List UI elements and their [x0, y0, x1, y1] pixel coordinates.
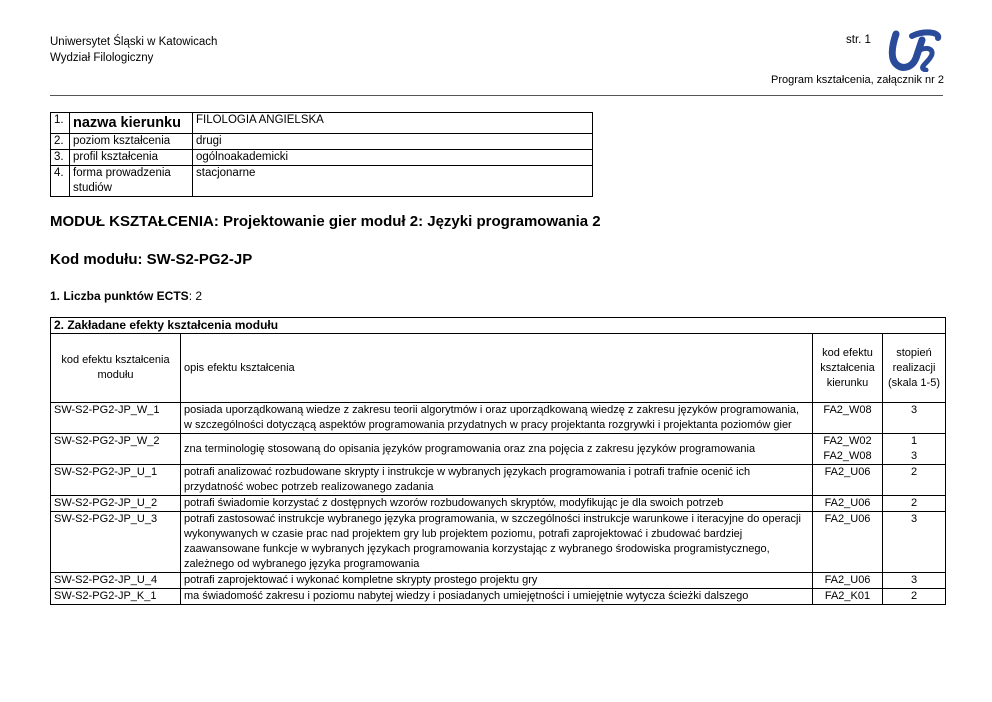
table-row — [51, 496, 946, 512]
table-row — [51, 465, 946, 496]
effect-desc: posiada uporządkowaną wiedze z zakresu teorii algorytmów i oraz uporządkowaną wiedzę z zakresu języków programowania, w szczególności dotyczącą aspektów programowania przydatnych w pracy projektanta rozgrywki i projektanta poziomów gier — [181, 403, 813, 434]
effect-desc: potrafi analizować rozbudowane skrypty i instrukcje w wybranych językach programowania i potrafi trafnie ocenić ich przydatność wobec potrzeb realizowanego zadania — [181, 465, 813, 496]
module-code: Kod modułu: SW-S2-PG2-JP — [50, 251, 253, 268]
info-num: 3. — [51, 150, 70, 166]
header-institution — [50, 34, 217, 66]
effect-code: SW-S2-PG2-JP_U_1 — [51, 465, 181, 496]
info-label: forma prowadzenia studiów — [70, 166, 193, 197]
page-number: str. 1 — [846, 34, 871, 46]
info-row — [51, 134, 593, 150]
info-num: 4. — [51, 166, 70, 197]
effect-code: SW-S2-PG2-JP_U_3 — [51, 512, 181, 573]
info-label: nazwa kierunku — [70, 113, 193, 134]
info-value: FILOLOGIA ANGIELSKA — [193, 113, 593, 134]
section-header-row — [51, 318, 946, 334]
effect-field-code: FA2_U06 — [813, 573, 883, 589]
column-header-row — [51, 334, 946, 403]
faculty-name: Wydział Filologiczny — [50, 52, 154, 64]
effect-code: SW-S2-PG2-JP_W_1 — [51, 403, 181, 434]
header-desc: opis efektu kształcenia — [181, 334, 813, 403]
effect-desc: ma świadomość zakresu i poziomu nabytej wiedzy i posiadanych umiejętności i umiejętnie wytycza ścieżki dalszego — [181, 589, 813, 605]
effect-degree: 2 — [883, 496, 946, 512]
info-value: ogólnoakademicki — [193, 150, 593, 166]
effect-degree: 3 — [883, 403, 946, 434]
header-degree: stopień realizacji (skala 1-5) — [883, 334, 946, 403]
header-field-code: kod efektu kształcenia kierunku — [813, 334, 883, 403]
program-annex: Program kształcenia, załącznik nr 2 — [770, 74, 944, 86]
table-row — [51, 589, 946, 605]
effect-degree: 1 3 — [883, 434, 946, 465]
effect-desc: potrafi zastosować instrukcje wybranego języka programowania, w szczególności instrukcje warunkowe i iteracyjne do operacji wykonywanych w czasie prac nad projektem gry lub projektem poziomu, potrafi zaprojektować i zbudować bardziej zaawansowane funkcje w wybranych językach programowania korzystając z wybranego środowiska programistycznego, zależnego od wybranego języka programowania — [181, 512, 813, 573]
info-value: drugi — [193, 134, 593, 150]
effect-degree: 2 — [883, 465, 946, 496]
info-row — [51, 150, 593, 166]
effect-code: SW-S2-PG2-JP_U_4 — [51, 573, 181, 589]
ects-value: : 2 — [188, 289, 203, 303]
module-title: MODUŁ KSZTAŁCENIA: Projektowanie gier moduł 2: Języki programowania 2 — [50, 213, 601, 230]
effect-desc: potrafi świadomie korzystać z dostępnych wzorów rozbudowanych skryptów, modyfikując je dla swoich potrzeb — [181, 496, 813, 512]
header-code: kod efektu kształcenia modułu — [51, 334, 181, 403]
program-info-table — [50, 112, 593, 197]
header-divider — [50, 95, 943, 96]
table-row — [51, 512, 946, 573]
section-title: 2. Zakładane efekty kształcenia modułu — [51, 318, 946, 334]
effect-field-code: FA2_U06 — [813, 465, 883, 496]
effect-code: SW-S2-PG2-JP_U_2 — [51, 496, 181, 512]
effect-field-code: FA2_U06 — [813, 512, 883, 573]
effect-code: SW-S2-PG2-JP_W_2 — [51, 434, 181, 465]
effect-field-code: FA2_W08 — [813, 403, 883, 434]
ects-label: 1. Liczba punktów ECTS — [50, 289, 189, 303]
effect-field-code: FA2_K01 — [813, 589, 883, 605]
effect-field-code: FA2_U06 — [813, 496, 883, 512]
info-num: 2. — [51, 134, 70, 150]
table-row — [51, 573, 946, 589]
table-row — [51, 434, 946, 465]
effect-degree: 3 — [883, 512, 946, 573]
table-row — [51, 403, 946, 434]
effect-desc: potrafi zaprojektować i wykonać kompletne skrypty prostego projektu gry — [181, 573, 813, 589]
info-num: 1. — [51, 113, 70, 134]
effect-code: SW-S2-PG2-JP_K_1 — [51, 589, 181, 605]
info-row — [51, 113, 593, 134]
effect-degree: 2 — [883, 589, 946, 605]
effect-degree: 3 — [883, 573, 946, 589]
info-value: stacjonarne — [193, 166, 593, 197]
university-name: Uniwersytet Śląski w Katowicach — [50, 36, 218, 48]
info-label: poziom kształcenia — [70, 134, 193, 150]
learning-outcomes-table — [50, 317, 946, 605]
ects-points — [50, 289, 202, 303]
info-row — [51, 166, 593, 197]
info-label: profil kształcenia — [70, 150, 193, 166]
effect-desc: zna terminologię stosowaną do opisania języków programowania oraz zna pojęcia z zakresu języków programowania — [181, 434, 813, 465]
effect-field-code: FA2_W02 FA2_W08 — [813, 434, 883, 465]
us-logo-icon — [882, 28, 942, 72]
